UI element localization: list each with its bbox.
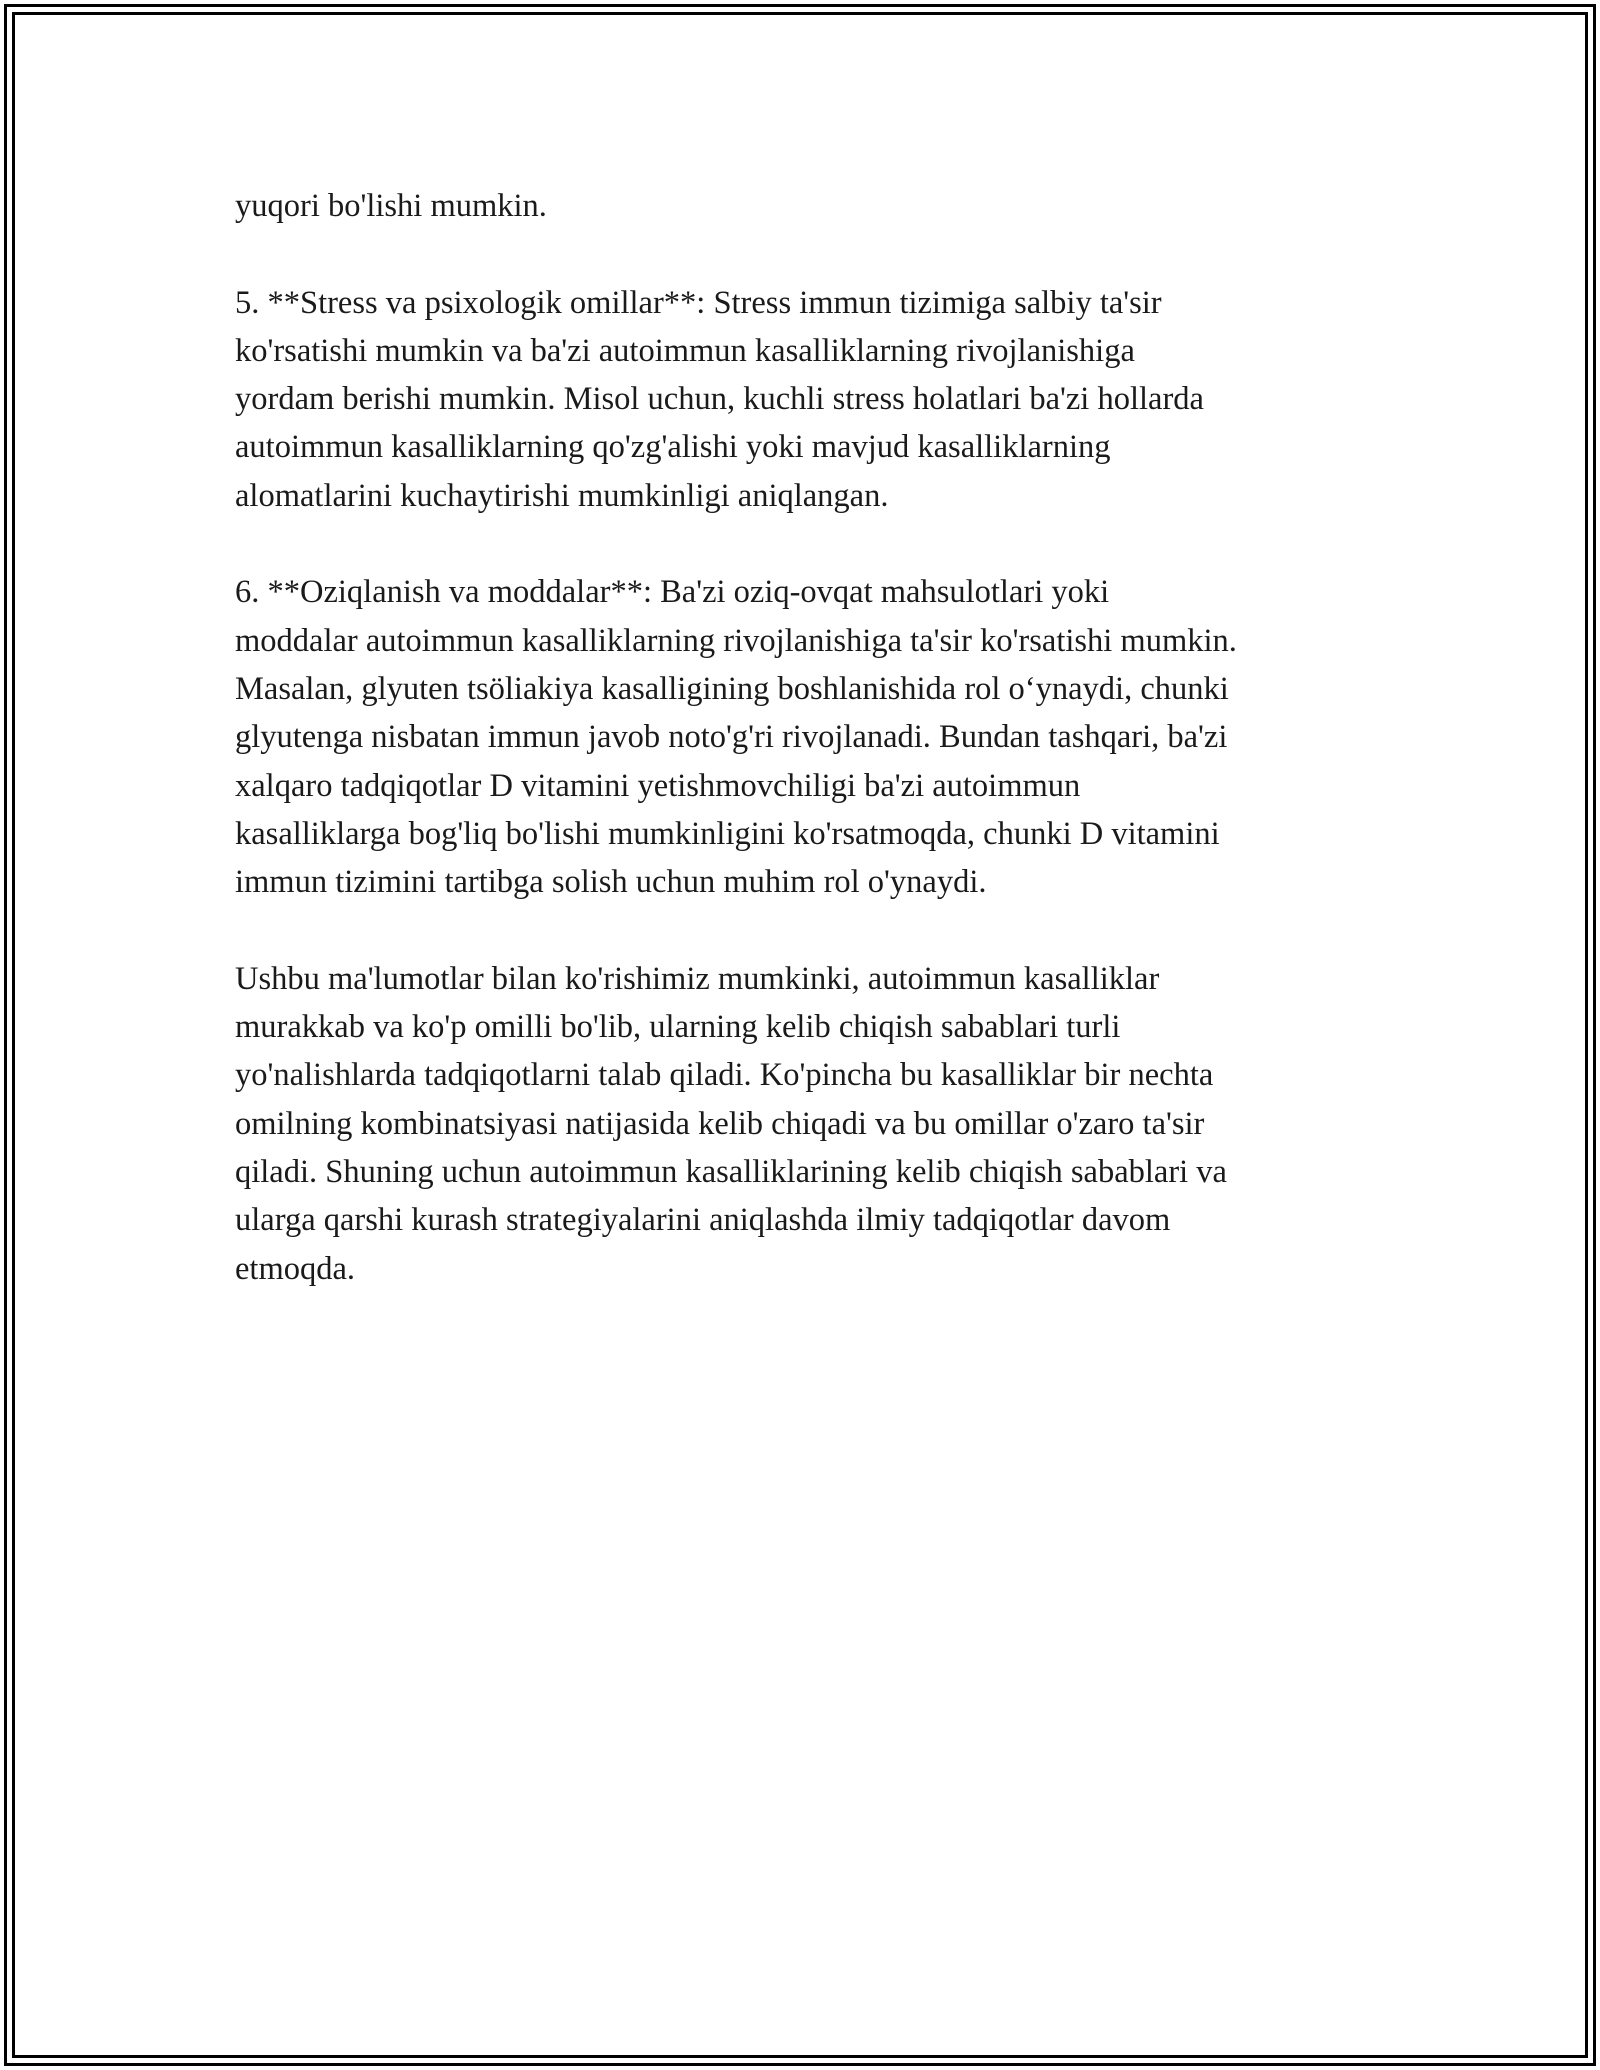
- paragraph-nutrition-factors: 6. **Oziqlanish va moddalar**: Ba'zi oziq-ovqat mahsulotlari yoki moddalar autoimmun kasalliklarning rivojlanishiga ta'sir ko'rsatishi mumkin. Masalan, glyuten tsöliakiya kasalligining boshlanishida rol o‘ynaydi, chunki glyutenga nisbatan immun javob noto'g'ri rivojlanadi. Bundan tashqari, ba'zi xalqaro tadqiqotlar D vitamini yetishmovchiligi ba'zi autoimmun kasalliklarga bog'liq bo'lishi mumkinligini ko'rsatmoqda, chunki D vitamini immun tizimini tartibga solish uchun muhim rol o'ynaydi.: [235, 574, 1237, 901]
- document-body: [235, 182, 1395, 1341]
- paragraph-conclusion: Ushbu ma'lumotlar bilan ko'rishimiz mumkinki, autoimmun kasalliklar murakkab va ko'p omilli bo'lib, ularning kelib chiqish sabablari turli yo'nalishlarda tadqiqotlarni talab qiladi. Ko'pincha bu kasalliklar bir nechta omilning kombinatsiyasi natijasida kelib chiqadi va bu omillar o'zaro ta'sir qiladi. Shuning uchun autoimmun kasalliklarining kelib chiqish sabablari va ularga qarshi kurash strategiyalarini aniqlashda ilmiy tadqiqotlar davom etmoqda.: [235, 960, 1227, 1287]
- paragraph-stress-factors: 5. **Stress va psixologik omillar**: Stress immun tizimiga salbiy ta'sir ko'rsatishi mumkin va ba'zi autoimmun kasalliklarning rivojlanishiga yordam berishi mumkin. Misol uchun, kuchli stress holatlari ba'zi hollarda autoimmun kasalliklarning qo'zg'alishi yoki mavjud kasalliklarning alomatlarini kuchaytirishi mumkinligi aniqlangan.: [235, 284, 1204, 514]
- paragraph-continuation: yuqori bo'lishi mumkin.: [235, 188, 547, 224]
